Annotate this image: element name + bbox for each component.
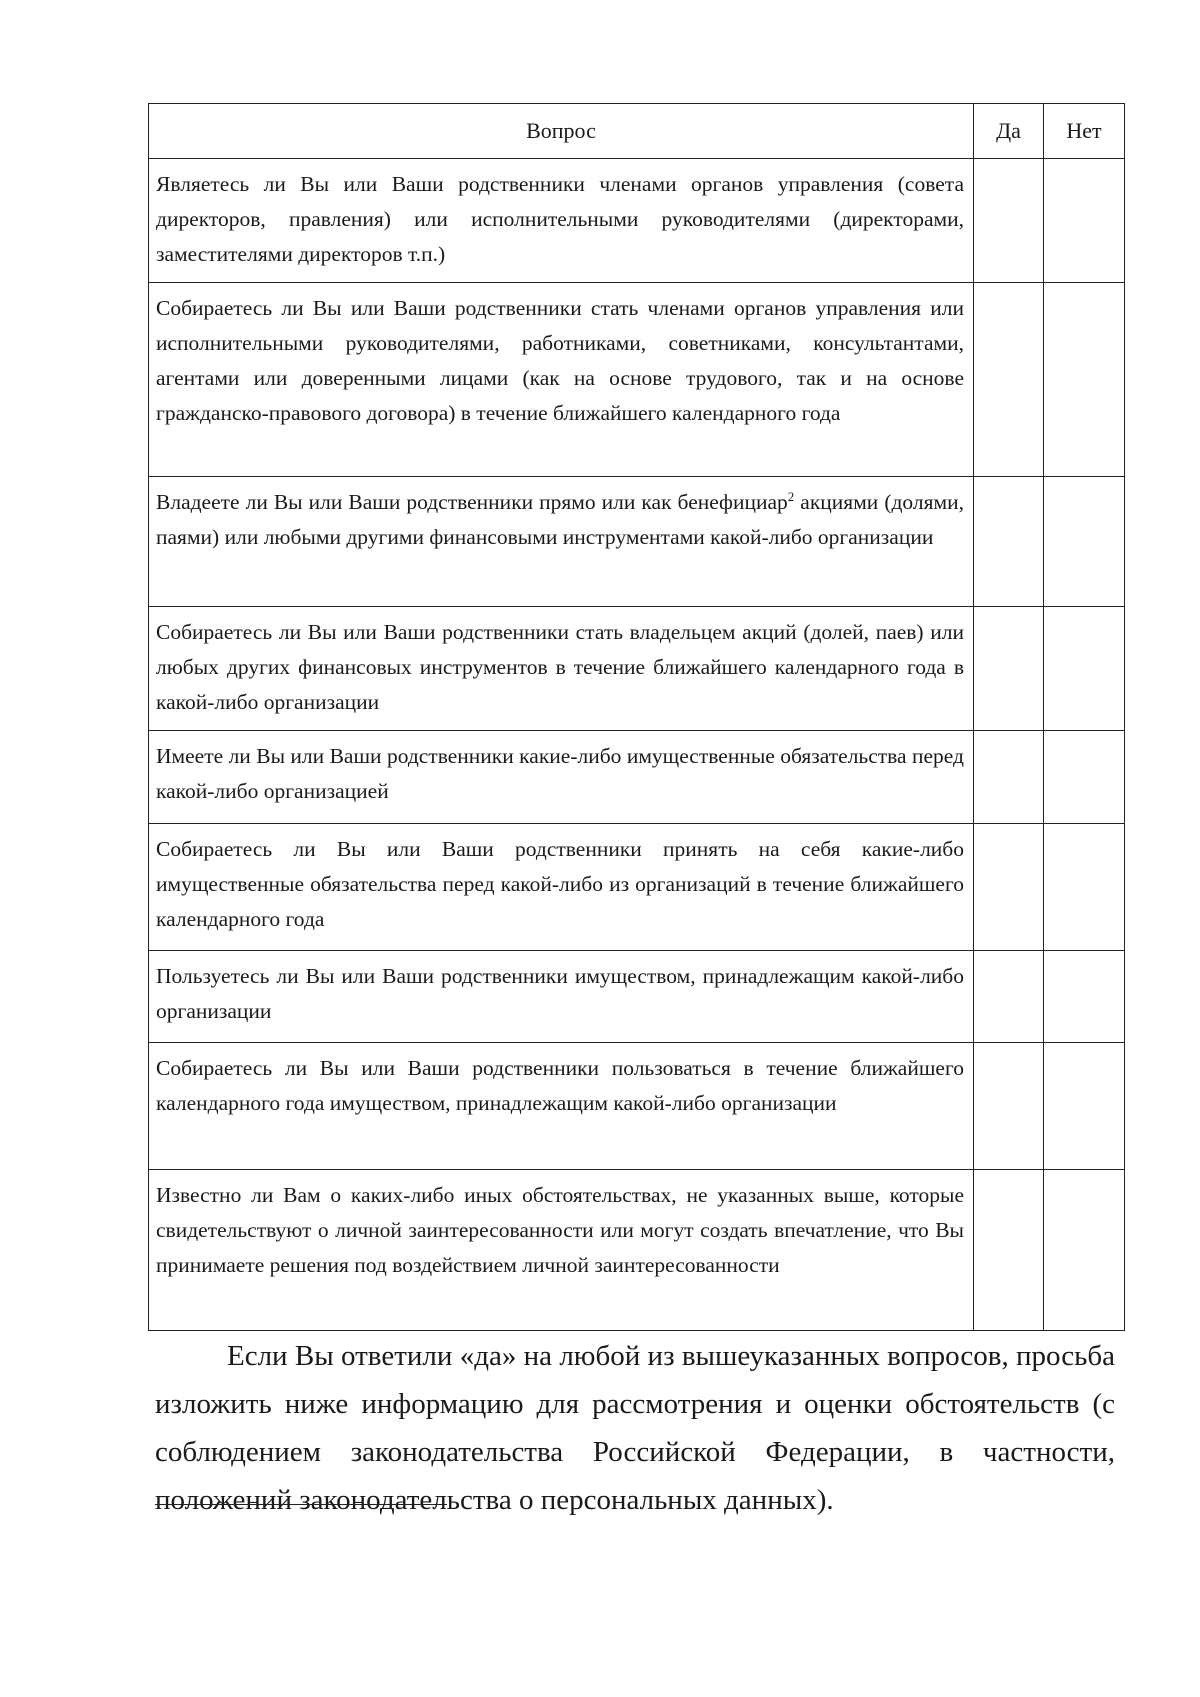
header-row <box>149 104 1125 159</box>
header-no: Нет <box>1044 104 1125 159</box>
answer-yes-cell[interactable] <box>974 951 1044 1043</box>
answer-no-cell[interactable] <box>1044 159 1125 283</box>
table-row <box>149 283 1125 477</box>
question-text: Имеете ли Вы или Ваши родственники какие-либо имущественные обязательства перед какой-либо организацией <box>149 731 974 824</box>
answer-yes-cell[interactable] <box>974 1043 1044 1170</box>
answer-no-cell[interactable] <box>1044 607 1125 731</box>
table-row <box>149 951 1125 1043</box>
header-question: Вопрос <box>149 104 974 159</box>
answer-yes-cell[interactable] <box>974 477 1044 607</box>
instruction-paragraph: Если Вы ответили «да» на любой из вышеуказанных вопросов, просьба изложить ниже информацию для рассмотрения и оценки обстоятельств (с соблюдением законодательства Российской Федерации, в частности, положений законодательства о персональных данных). <box>155 1340 1115 1516</box>
answer-no-cell[interactable] <box>1044 1043 1125 1170</box>
answer-yes-cell[interactable] <box>974 731 1044 824</box>
table-row <box>149 731 1125 824</box>
question-text: Собираетесь ли Вы или Ваши родственники пользоваться в течение ближайшего календарного года имуществом, принадлежащим какой-либо организации <box>149 1043 974 1170</box>
footnote-reference: 2 <box>787 488 795 504</box>
answer-no-cell[interactable] <box>1044 283 1125 477</box>
answer-no-cell[interactable] <box>1044 477 1125 607</box>
answer-no-cell[interactable] <box>1044 951 1125 1043</box>
table-row <box>149 1170 1125 1331</box>
answer-no-cell[interactable] <box>1044 1170 1125 1331</box>
table-row <box>149 477 1125 607</box>
question-text: Собираетесь ли Вы или Ваши родственники принять на себя какие-либо имущественные обязательства перед какой-либо из организаций в течение ближайшего календарного года <box>149 824 974 951</box>
question-text: Являетесь ли Вы или Ваши родственники членами органов управления (совета директоров, правления) или исполнительными руководителями (директорами, заместителями директоров т.п.) <box>149 159 974 283</box>
table-row <box>149 824 1125 951</box>
answer-yes-cell[interactable] <box>974 824 1044 951</box>
table-row <box>149 1043 1125 1170</box>
question-text: Пользуетесь ли Вы или Ваши родственники имуществом, принадлежащим какой-либо организации <box>149 951 974 1043</box>
table-row <box>149 159 1125 283</box>
answer-yes-cell[interactable] <box>974 607 1044 731</box>
question-text: Известно ли Вам о каких-либо иных обстоятельствах, не указанных выше, которые свидетельствуют о личной заинтересованности или могут создать впечатление, что Вы принимаете решения под воздействием личной заинтересованности <box>149 1170 974 1331</box>
answer-no-cell[interactable] <box>1044 731 1125 824</box>
answer-yes-cell[interactable] <box>974 283 1044 477</box>
answer-no-cell[interactable] <box>1044 824 1125 951</box>
conflict-of-interest-questionnaire <box>148 103 1125 1331</box>
question-text: Собираетесь ли Вы или Ваши родственники стать владельцем акций (долей, паев) или любых других финансовых инструментов в течение ближайшего календарного года в какой-либо организации <box>149 607 974 731</box>
header-yes: Да <box>974 104 1044 159</box>
question-text <box>149 477 974 607</box>
answer-yes-cell[interactable] <box>974 1170 1044 1331</box>
question-text-before: Владеете ли Вы или Ваши родственники прямо или как бенефициар <box>156 490 788 514</box>
answer-yes-cell[interactable] <box>974 159 1044 283</box>
footnote-separator <box>155 1504 447 1505</box>
table-row <box>149 607 1125 731</box>
question-text: Собираетесь ли Вы или Ваши родственники стать членами органов управления или исполнительными руководителями, работниками, советниками, консультантами, агентами или доверенными лицами (как на основе трудового, так и на основе гражданско-правового договора) в течение ближайшего календарного года <box>149 283 974 477</box>
question-text-after: акциями (долями, паями) или любыми другими финансовыми инструментами какой-либо организации <box>156 490 964 549</box>
